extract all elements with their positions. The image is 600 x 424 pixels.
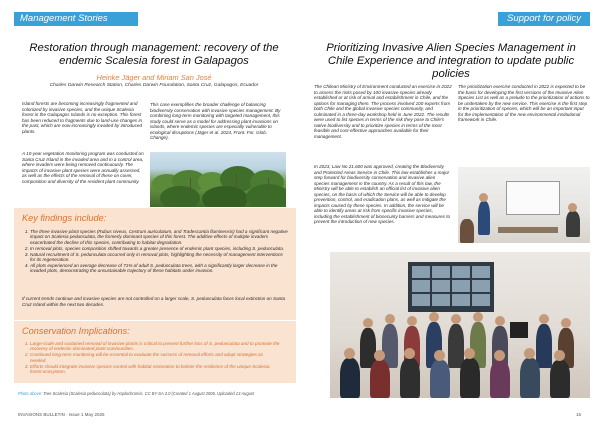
right-col1-para2: In 2023, Law No 21.600 was approved, creating the Biodiversity and Protected Areas Service in Chile. This law establishes a major step forward for biodiversity conservation and invasive alien species management in the country. As a result of this law, the Ministry will be able to establish an official list of invasive alien species, on the basis of which the Service will be able to develop prevention, control, and eradication plans, as well as mitigate the impacts caused by these species. In addition, the service will be able to identify areas at risk from specific invasive species, including the establishment of biosecurity barriers and measures to prevent the introduction of new species. [314,164,451,225]
workshop-photo [458,167,590,243]
section-label-support-for-policy: Support for policy [498,12,590,26]
section-label-management-stories: Management Stories [14,12,138,26]
article-title-right: Prioritizing Invasive Alien Species Management in Chile Experience and integration to update public policies [326,42,576,80]
list-item: 3. Efforts should integrate invasive species control with habitat restoration to bolster the resilience of the unique Scalesia forest ecosystem. [30,364,280,375]
article-title-left: Restoration through management: recovery of the endemic Scalesia forest in Galapagos [29,42,279,67]
key-findings-conclusion: If current trends continue and invasive species are not controlled on a larger scale, S. pedunculata faces local extinction on Santa Cruz Island within the next two decades. [22,296,286,307]
conservation-implications-list [30,341,280,375]
list-item: 1. Large-scale and sustained removal of invasive plants is critical to prevent further loss of S. pedunculata and to promote the recovery of endemic-dominated plant communities. [30,341,280,352]
left-col1-para2: A 10-year vegetation monitoring program was conducted on Santa Cruz Island in the invaded area and in a control area, where invaders were being removed continuously. The impacts of invasive plant species were annually assessed, as well as the effects of the removal of these on cover, composition and diversity of the resident plant community. [22,151,144,184]
key-findings-box [14,208,296,320]
scalesia-forest-photo [150,152,286,207]
list-item: 1. The three invasive plant species (Rubus niveus, Cestrum auriculatum, and Tradescantia fluminensis) had a significant negative impact on Scalesia pedunculata, the formerly dominant species of this forest. The additive effects of multiple invaders exacerbated the decline of this species, contributing to habitat degradation. [30,229,288,245]
list-item: 2. Continued long-term monitoring will be essential to evaluate the success of removal efforts and adapt strategies as needed. [30,352,280,363]
conservation-implications-heading: Conservation Implications: [22,326,130,336]
article-authors: Heinke Jäger and Miriam San José [96,73,212,82]
photo-credit-text: Tree Scalesia (Scalesia pedunculata) by Haplochromis. CC BY-SA 3.0 (Created 1 August 2006. Uploaded 13 August [43,391,255,396]
group-photo [330,252,590,398]
conservation-implications-box [14,321,296,383]
list-item: 4. All plots experienced an average decrease of 71% of adult S. pedunculata trees, with a significantly larger decrease in the invaded plots, demonstrating the unsustainable trajectory of these habitats under invasion. [30,263,288,274]
page-number: 15 [576,412,582,417]
key-findings-heading: Key findings include: [22,213,107,223]
right-col2-para: The prioritization exercise conducted in 2022 is expected to be the basis for developing the first versions of the Invasive Alien Species List as well as a prelude to the prioritization of actions to be undertaken by the new service. This exercise is the first step in the prioritization of species, which will be an important input for the implementation of the new environmental institutional framework in Chile. [458,84,590,123]
key-findings-list [30,229,288,274]
photo-credit-label: Photo above: [18,391,43,396]
left-col2-para: This case exemplifies the broader challenge of balancing biodiversity conservation with invasive species management. By combining long-term monitoring with targeted management, this study could serve as a model for addressing plant invasions on islands, where endemic species are especially vulnerable to ecological disruptions (Jäger et al. 2024, Front. For. Glob. Change). [150,102,281,141]
list-item: 2. In removal plots, species composition shifted towards a greater presence of endemic plant species, including S. pedunculata. [30,246,288,251]
list-item: 3. Natural recruitment of S. pedunculata occurred only in removal plots, highlighting the necessity of management interventions for its regeneration. [30,252,288,263]
right-col1-para1: The Chilean Ministry of Environment conducted an exercise in 2022 to assess the risks posed by 100 invasive species already established or at risk of arrival and establishment in Chile, and the options for managing them. The process involved 100 experts from both Chile and the global invasive species community, and culminated in a three-day workshop held in June 2022. The results were used to list species in terms of the risk they pose to Chile's native biodiversity and to prioritize species in terms of the most feasible and cost-effective approaches available for their management. [314,84,452,139]
article-affiliation: Charles Darwin Research Station, Charles Darwin Foundation, Santa Cruz, Galapagos, Ecuador [49,83,259,88]
left-col1-para1: Island forests are becoming increasingly fragmented and colonized by invasive species, and the unique Scalesia forest in the Galapagos Islands is no exception. This forest has been reduced to fragments due to land-use changes in the past, which are now increasingly invaded by introduced plants. [22,101,143,134]
photo-credit [18,391,298,396]
footer-left: INVASIONS BULLETIN · Issue 1 May 2025 [18,412,105,417]
